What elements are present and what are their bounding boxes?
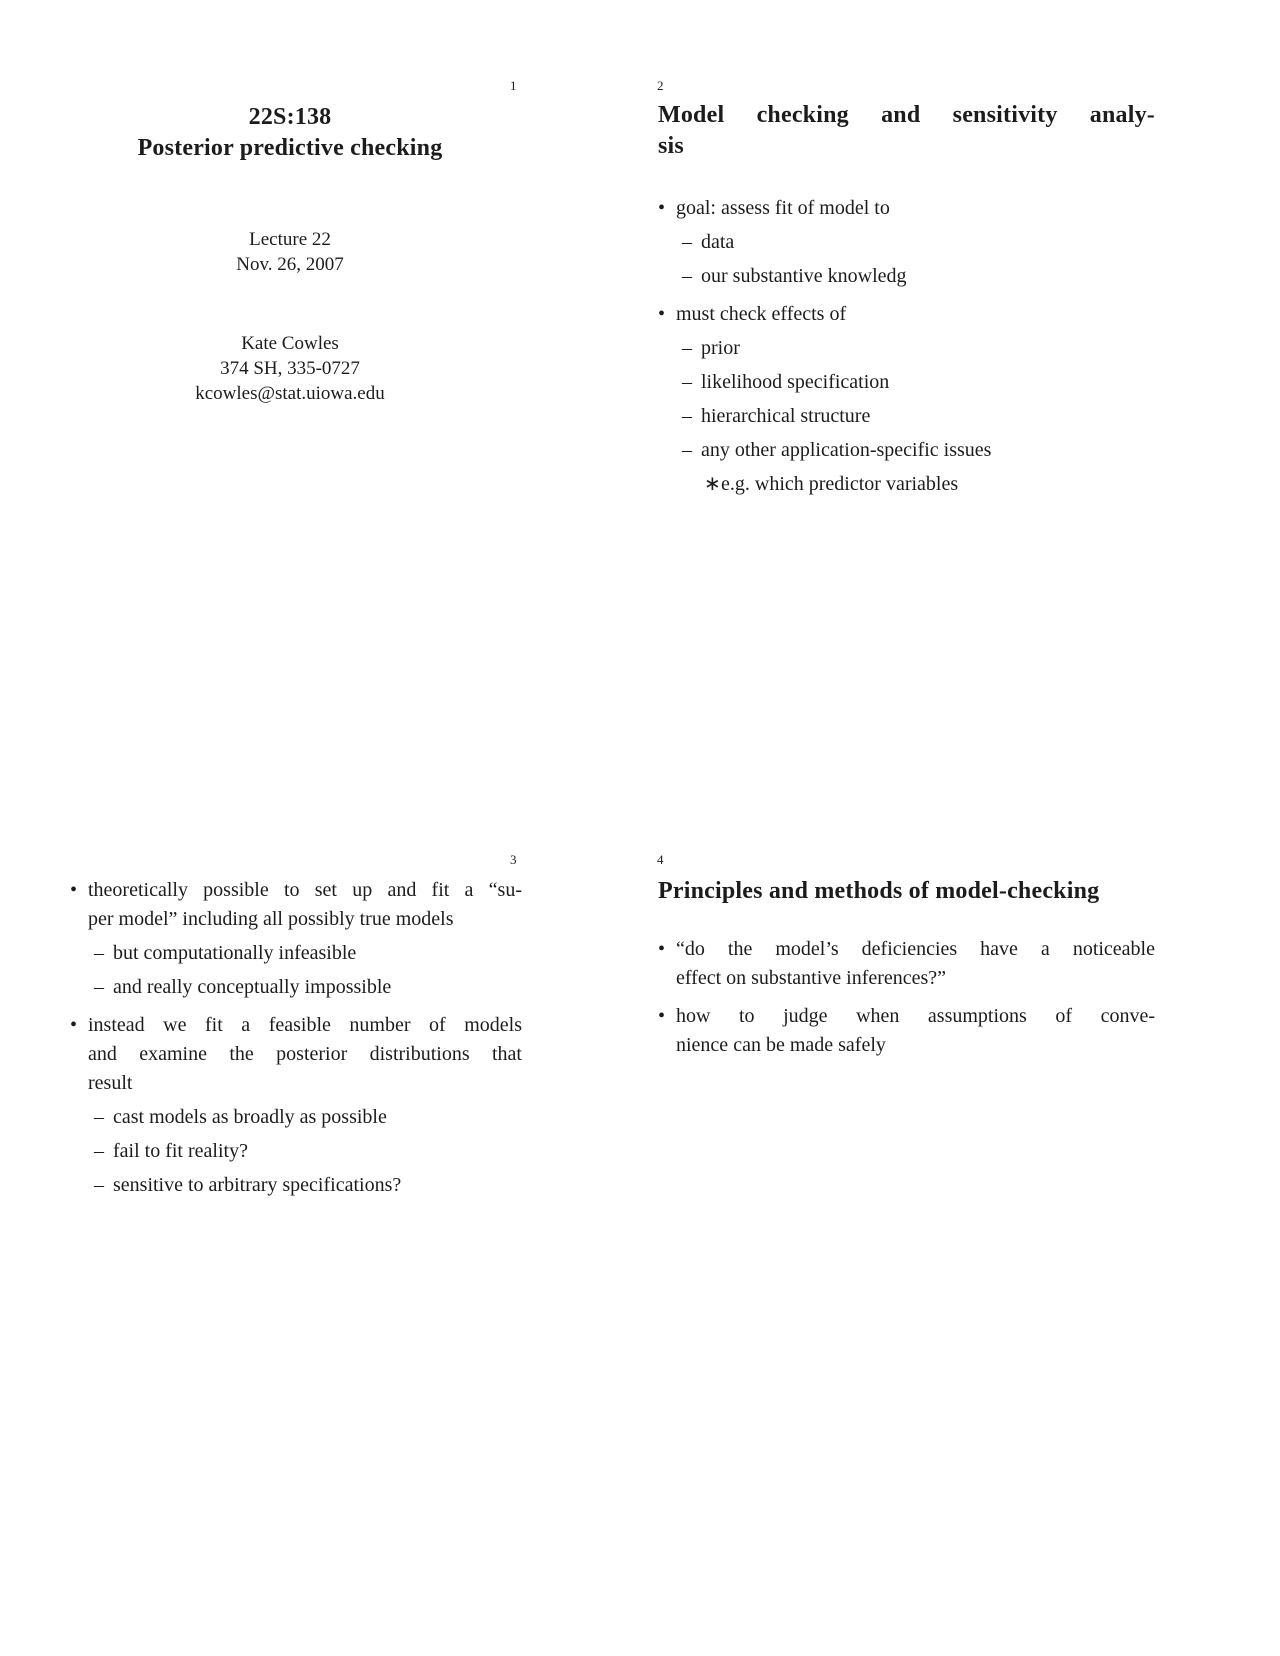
text-line: how to judge when assumptions of conve- xyxy=(676,1005,1155,1027)
lecture-topic: Posterior predictive checking xyxy=(137,135,443,161)
text-line: theoretically possible to set up and fit a “su- xyxy=(88,879,522,901)
text-line: effect on substantive inferences?” xyxy=(676,967,947,989)
slide-number-4: 4 xyxy=(657,852,664,867)
lecture-date: Nov. 26, 2007 xyxy=(236,254,344,275)
lecture-number: Lecture 22 xyxy=(249,229,331,250)
dash-item xyxy=(658,334,1155,363)
asterisk-icon: ∗ xyxy=(704,473,721,495)
slide-2-title-line-2: sis xyxy=(658,133,684,159)
text-line: data xyxy=(701,231,735,253)
bullet-icon: • xyxy=(70,879,78,901)
dash-icon: – xyxy=(682,439,692,461)
text-line: per model” including all possibly true models xyxy=(88,908,454,930)
dash-icon: – xyxy=(682,337,692,359)
slide-3-super-model xyxy=(70,876,522,1200)
bullet-icon: • xyxy=(658,1005,666,1027)
dash-icon: – xyxy=(94,942,104,964)
bullet-icon: • xyxy=(658,197,666,219)
text-line: our substantive knowledg xyxy=(701,265,907,287)
text-line: goal: assess fit of model to xyxy=(676,197,890,219)
dash-item xyxy=(70,973,522,1002)
dash-item xyxy=(658,262,1155,291)
slide-4-title-line-1: Principles and methods of model-checking xyxy=(658,878,1100,904)
dash-item xyxy=(70,1137,522,1166)
slide-number-2: 2 xyxy=(657,78,664,93)
dash-item xyxy=(70,1171,522,1200)
author-name: Kate Cowles xyxy=(241,333,339,354)
text-line: sensitive to arbitrary specifications? xyxy=(113,1174,402,1196)
asterisk-item xyxy=(658,470,1155,499)
dash-icon: – xyxy=(94,976,104,998)
course-title xyxy=(70,102,510,164)
text-line: e.g. which predictor variables xyxy=(721,473,959,495)
bullet-item xyxy=(658,194,1155,223)
text-line: fail to fit reality? xyxy=(113,1140,248,1162)
text-line: any other application-specific issues xyxy=(701,439,992,461)
slide-3-bullet-list xyxy=(70,876,522,1200)
dash-item xyxy=(658,368,1155,397)
dash-item xyxy=(658,228,1155,257)
dash-icon: – xyxy=(682,265,692,287)
slide-2-title xyxy=(658,100,1155,162)
text-line: instead we fit a feasible number of models xyxy=(88,1014,522,1036)
text-line: hierarchical structure xyxy=(701,405,871,427)
slide-2-model-checking xyxy=(658,100,1155,499)
bullet-item xyxy=(658,935,1155,993)
author-info xyxy=(70,331,510,406)
dash-item xyxy=(70,1103,522,1132)
text-line: “do the model’s deficiencies have a noticeable xyxy=(676,938,1155,960)
slide-2-title-line-1: Model checking and sensitivity analy- xyxy=(658,102,1155,128)
dash-item xyxy=(70,939,522,968)
course-number: 22S:138 xyxy=(248,104,332,130)
bullet-item xyxy=(70,876,522,934)
author-email: kcowles@stat.uiowa.edu xyxy=(195,383,385,404)
text-line: and really conceptually impossible xyxy=(113,976,392,998)
text-line: but computationally infeasible xyxy=(113,942,357,964)
text-line: must check effects of xyxy=(676,303,847,325)
slide-1-title-slide xyxy=(70,102,510,406)
dash-item xyxy=(658,436,1155,465)
dash-icon: – xyxy=(682,231,692,253)
bullet-icon: • xyxy=(658,938,666,960)
slide-number-3: 3 xyxy=(510,852,517,867)
bullet-item xyxy=(658,300,1155,329)
text-line: result xyxy=(88,1072,133,1094)
text-line: likelihood specification xyxy=(701,371,890,393)
text-line: cast models as broadly as possible xyxy=(113,1106,387,1128)
lecture-info xyxy=(70,227,510,277)
dash-icon: – xyxy=(682,371,692,393)
text-line: nience can be made safely xyxy=(676,1034,886,1056)
slide-4-title xyxy=(658,876,1155,907)
slide-number-1: 1 xyxy=(510,78,517,93)
bullet-item xyxy=(70,1011,522,1098)
dash-icon: – xyxy=(94,1174,104,1196)
dash-icon: – xyxy=(682,405,692,427)
text-line: and examine the posterior distributions that xyxy=(88,1043,522,1065)
bullet-icon: • xyxy=(70,1014,78,1036)
text-line: prior xyxy=(701,337,740,359)
bullet-icon: • xyxy=(658,303,666,325)
dash-icon: – xyxy=(94,1140,104,1162)
bullet-item xyxy=(658,1002,1155,1060)
slide-4-principles xyxy=(658,876,1155,1060)
slide-4-bullet-list xyxy=(658,935,1155,1060)
dash-item xyxy=(658,402,1155,431)
dash-icon: – xyxy=(94,1106,104,1128)
author-office-phone: 374 SH, 335-0727 xyxy=(220,358,360,379)
slide-2-bullet-list xyxy=(658,194,1155,499)
